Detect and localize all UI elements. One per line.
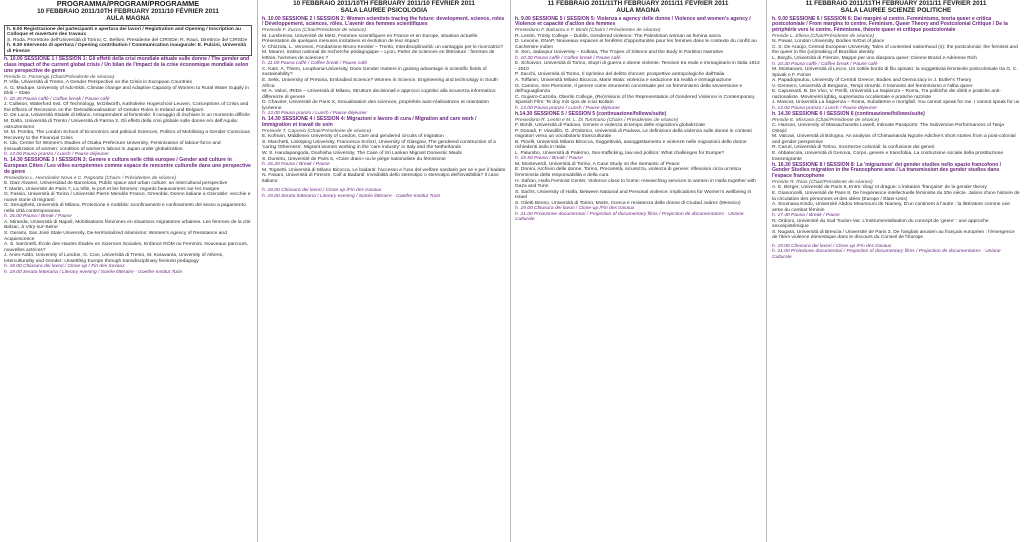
talk-entry: V. Chizzola, L. Veronesi, Fondazione Bruno Kessler – Trento, Interdisciplinarità: un vantaggio per le ricercatrici? bbox=[262, 44, 504, 50]
programme-title: PROGRAMMA/PROGRAM/PROGRAMME bbox=[56, 0, 200, 8]
talk-entry: M. Montanaro, Università di Lecce, Un sottile bordo di filo spinato: la soggettività femminile postcoloniale tra G. C. Spivak e F. Fanon bbox=[772, 67, 1018, 78]
column-feb11-aula-magna bbox=[515, 0, 761, 542]
talk-entry: A. Toffanin, Università Milano Bicocca, Mami Wata: violenza e seduzione tra realtà e immaginazione bbox=[515, 78, 732, 84]
talk-entry: L. Borghi, Università di Firenze, Mappe per uno diaspora queer: Dionne Brand e Adrienne Rich bbox=[772, 56, 977, 62]
column-header bbox=[262, 0, 506, 15]
date-heading: 10 FEBBRAIO 2011/10TH FEBRUARY 2011/10 FÉVRIER 2011 bbox=[293, 0, 475, 7]
talk-entry: J. Anim-Addo, University of London, G. Covi, Università di Trento, M. Karavanta, University of Athens, Interculturality and Gender: Unsettling Europe through transdisciplinary feminist pedagogy bbox=[4, 253, 224, 264]
talk-entry: D. De Luca, Università Statale di Milano, Intraprendere al femminile: il coraggio di rischiare in un momento difficile bbox=[4, 113, 250, 119]
column-header bbox=[772, 0, 1020, 15]
break-line: h. 10.30 Pausa caffè / Coffee break / Pause café bbox=[515, 55, 621, 61]
evening-line: h. 19.00 Serata letteraria / Literary evening / Soirée littéraire - Goethe-Institut Turin bbox=[262, 193, 441, 199]
session-chair: Presiedono R. Lentin e M. L. Di Tommaso (Chairs / Présidentes de séance) bbox=[515, 117, 679, 123]
column-header bbox=[515, 0, 761, 15]
session-chair: Preside R. Raus (Chair/Présidente de séance) bbox=[772, 179, 873, 185]
talk-entry: P. Sacchi, Università di Torino, Il ripristino del delitto d'onore: prospettive antropologiche dall'Italia bbox=[515, 72, 725, 78]
talk-entry: N. Ordioni, Université du Sud Toulon-Var, L'instrumentalisation du concept de 'genre' : une approche sexoépistémique bbox=[772, 218, 989, 230]
talk-entry: C. Hanson, University of Massachusetts Lowell, Intimate Passports: The Subversive Performances of Tanja Ostojić bbox=[772, 123, 1004, 134]
talk-entry: S. Giletti Benso, Università di Torino, Morte, ricerca e resistenza delle donne di Ciudad Juárez (Messico) bbox=[515, 200, 741, 206]
session-title: h. 10.00 SESSIONE 2 / SESSION 2: Women scientists tracing the future: development, science, roles / Développement, sciences, rôles. L'avenir des femmes scientifiques bbox=[262, 15, 505, 28]
session-title: h. 9.00 SESSIONE 6 / SESSION 6: Dai margini al centro. Femminismo, teoria queer e critica postcoloniale / From margins to centre. Feminism, Queer Theory and Postcolonial Critique / De la périphérie vers le centre. Féminisme, théorie queer et critique postcoloniale bbox=[772, 15, 1008, 34]
opening-speakers: S. Roda, Prorettore dell'Università di Torino; C. Belloni, Presidente del CIRSDe; R. Raus, Direttrice del CIRSDe bbox=[7, 37, 248, 43]
talk-entry: A. Soumana Kindo, Université Abdou Moumouni de Niamey, D'un continent à l'autre : la littérature comme une arme du combat féminin bbox=[772, 202, 1011, 213]
talk-entry: E. Kofman, Middlesex University of London, Care and gendered circuits of migration bbox=[262, 134, 444, 140]
opening-registration: h. 9.00 Registrazione dei partecipanti e apertura dei lavori / Registration and Opening / Inscription au Colloque et ouverture des travaux bbox=[7, 26, 241, 38]
talk-entry: E. Donini, Archivio delle donne, Torino, Precarietà, sicurezza, violenza di genere: riflessioni circa un'etica femminista della responsabilità e della cura bbox=[515, 167, 741, 179]
room-heading: SALA LAUREE PSICOLOGIA bbox=[340, 7, 428, 15]
talk-entry: E. Gianoncelli, Université de Paris 8, De l'expérience intellectuelle féministe du 20e siècle. Jalons d'une histoire de la circulation des personnes et des idées (Europe / Etats-Unis) bbox=[772, 190, 1020, 202]
talk-entry: C. S. De Araújo, Central European University, Tales of contested nationhood (s): the postcolonial, the feminist and the queer in the (un)making of Brazilian identity bbox=[772, 44, 1018, 56]
talk-entry: M. Valcavi, Università di Bologna, An analysis of Chimamanda Ngozie Adichie's short stories from a post-colonial and gender perspective bbox=[772, 134, 1016, 145]
session-title: h. 14.30 SESSIONE 3 / SESSION 3: Genere e cultura nelle città europee / Gender and culture in European Cities / Les villes européennes comme espace de rencontre culturelle dans une perspective de genre bbox=[4, 157, 251, 175]
evening-line: h. 19.00 Serata letteraria / Literary evening / Soirée littéraire - Goethe-Institut Turin bbox=[4, 269, 183, 275]
talk-entry: S. Dumitru, Université de Paris 5, «Care drain» ou le piège nationaliste du féminisme bbox=[262, 156, 446, 162]
break-line: h. 10.30 Pausa caffè / Coffee break / Pause café bbox=[772, 61, 878, 67]
talk-entry: W. S. Handapangoda, Doshisha University, The Case of Sri Lankan Migrant Domestic Maids bbox=[262, 151, 462, 157]
talk-entry: A. Papadopoulou, University of Central Greece, Bodies and Democracy in J. Butler's Theory bbox=[772, 78, 972, 84]
talk-entry: N. Puwar, London University, Bodies In/Out of place bbox=[772, 39, 885, 45]
column-feb10-sala-psicologia bbox=[262, 0, 506, 542]
column-divider bbox=[257, 0, 258, 542]
screening-line: h. 21.00 Proiezione documentari / Projection of documentary films / Projection de documentaires - Unione Culturale bbox=[515, 211, 744, 223]
talk-entry: D. Chavrier, Université de Paris X, Sexualisation des sciences, propriétés auto-réalisatrices et orientation lycéenne bbox=[262, 100, 489, 111]
column-feb11-sala-scienze-politiche bbox=[772, 0, 1020, 542]
talk-entry: D. Levoine, ENAP, Nouveaux espaces et fenêtres d'opportunités pour les femmes dans le contexte du conflit au Cachemire indien bbox=[515, 39, 757, 50]
break-line: h. 16.20 Pausa / Break / Pause bbox=[262, 162, 330, 168]
break-line: h. 13.00 Pausa pranzo / Lunch / Pause déjeuner bbox=[4, 152, 109, 158]
break-line: h. 13.00 Pausa pranzo / Lunch / Pause déjeuner bbox=[515, 105, 620, 111]
talk-entry: N. Fasani, Università di Firenze, Colf & Badanti: Invisibilità dello stereotipo o stereotipo dell'invisibilità? Il caso italiano bbox=[262, 173, 499, 184]
date-heading: 11 FEBBRAIO 2011/11TH FEBRUARY 2011/11 FÉVRIER 2011 bbox=[805, 0, 987, 7]
screening-line: h. 21.00 Proiezione documentari / Projection of documentary films / Projection de documentaires - Unione Culturale bbox=[772, 249, 1001, 260]
column-divider bbox=[510, 0, 511, 542]
talk-entry: S. Gerami, San José State University, De-territorialized Islamisms: Women's Agency of Resistance and Acquiescence bbox=[4, 231, 227, 242]
column-feb10-aula-magna bbox=[4, 0, 252, 542]
talk-entry: A. G. Modupe, University of Ado-Ekiti, Climate change and Adaptive Capacity of Women to Rural Water Supply in Ekiti – State bbox=[4, 85, 249, 97]
date-heading: 11 FEBBRAIO 2011/11TH FEBRUARY 2011/11 FÉVRIER 2011 bbox=[547, 0, 729, 7]
talk-entry: M. M. Pomba, The London School of Economics and political Sciences, Politics of Mobilising a Gender Conscious Recovery to the Financial Crisis bbox=[4, 130, 250, 141]
session-chair: Presiedono F. Balsamo e F. Bimbi (Chairs / Présidentes de séance) bbox=[515, 28, 661, 34]
talk-entry: E. Schiavon, Università di Torino, Stupri di guerra e donne violente. Tensioni tra reale e immaginario in Italia 1914 - 2010 bbox=[515, 61, 760, 72]
talk-entry: A. S. Sarcinelli, École des Hautes Études en Sciences Sociales, Enfance ROM ou Femmini. Nouveaux parcours, nouvelles actrices? bbox=[4, 242, 249, 253]
talk-entry: C. Gujarro-Cazorla, Oberlin College, (Re)Visions of the Representation of Gendered Violence in Contemporary Spanish Film: Te doy mis ojos de Icíar Bollaín bbox=[515, 94, 755, 106]
room-heading: AULA MAGNA bbox=[106, 15, 150, 23]
talk-entry: J. Culleton, Waterford Inst. Of Technology, M.Dilworth, Katholieke Hogeschool Leuven, Conceptions of Crisis and the Effects of Recession on the 'Detraditionalisation' of Gender Roles in Ireland and Belgium bbox=[4, 102, 249, 113]
date-heading: 10 FEBBRAIO 2011/10TH FEBRUARY 2011/10 FÉVRIER 2011 bbox=[37, 8, 219, 15]
talk-entry: B. Pinelli, Università Milano Bicocca, Soggettività, assoggettamento e violenze nelle migrazioni delle donne richiedenti asilo in Italia bbox=[515, 139, 747, 151]
talk-entry: M. A. Valori, IRIDe – Università di Milano, Strutture decisionali e approcci cognitivi alla sicurezza informatica: differenze di genere bbox=[262, 89, 497, 100]
closing-line: h. 19.00 Chiusura dei lavori / Close-up /Fin des travaux bbox=[515, 206, 635, 212]
break-line: h. 16.00 Pausa / Break / Pause bbox=[4, 214, 72, 220]
talk-entry: C. Katz, A. Thiem, Leuphana-University, Does Gender matters in gaining advantage in scientific fields of sustainability? bbox=[262, 66, 487, 78]
session-chair: Presiede F. Zucco (Chair/Présidente de séance) bbox=[262, 28, 367, 34]
session-chair: Preside L. Ellena (Chair/Présidente de séance) bbox=[772, 33, 874, 39]
talk-entry: M. Dalto, Università di Trento / Università di Parma 3, Gli effetti della crisi globale sulle donne e/o dell'Aquila: ostruzionismo bbox=[4, 118, 239, 130]
talk-entry: E. Abbatecola, Università di Genova, Corpo, genere e transfobia. La costruzione sociale della prostituzione transmigrante bbox=[772, 151, 1004, 162]
talk-entry: T. Martin, Université de Paris 7, La Ville, le port et les femmes: regards beauvoiriens sur les marges bbox=[4, 186, 220, 192]
session-title: h. 9.00 SESSIONE 5 / SESSION 5: Violenza e agency delle donne / Violence and women's agency / Violence et capacité d'action des femmes bbox=[515, 15, 751, 28]
session-title: h.14.30 SESSIONE 5 / SESSION 5 (continuazione/follows/suite) bbox=[515, 110, 667, 117]
talk-entry: J. Mascat, Università La Sapienza – Roma, Subalterne e morigfall. You cannot speak for me. I cannot speak for us bbox=[772, 100, 1020, 106]
talk-entry: M. Monteverdi, Università di Torino, A Case Study on the Semantic of Peace bbox=[515, 161, 680, 167]
talk-entry: F. Bimbi, Università di Padova, Genere e violenza al tempo delle migrazioni globalizzate bbox=[515, 123, 706, 129]
talk-entry: E. Diaz Álvarez, Universidad de Barcelona, Public space and urban culture: an intercultural perspective bbox=[4, 181, 228, 187]
talk-entry: M. Lumbreras, Université de Metz, Femmes scientifiques en France et en Europe, situation actuelle. Présentation de quelques mesures incitatives et évolution de leur impact bbox=[262, 33, 479, 45]
talk-entry: L. Palumbo, Università di Palermo, Sex-trafficking, law and politics: What challenges for Europe? bbox=[515, 150, 725, 156]
session-title: h. 14.30 SESSIONE 4 / SESSION 4: Migrazioni e lavoro di cura / Migration and care work / Immigration et travail de soin bbox=[262, 116, 477, 129]
session-title: h. 16.30 SESSIONE 8 / SESSION 8: La 'migrazione' dei gender studies nello spazio francofono / Gender Studies migration in the Francophone area / La transmission des gender studies dans l'espace francophone bbox=[772, 161, 1002, 180]
talk-entry: S. Sachs, University of Haifa, Between National and Personal violence: implications for Women's wellbeing in Israel bbox=[515, 189, 752, 201]
column-divider bbox=[766, 0, 767, 542]
column-header bbox=[4, 0, 252, 23]
opening-box bbox=[4, 25, 252, 57]
talk-entry: M. Tognetti, Università di Milano Bicocca, Le badanti: l'accesso e l'uso del welfare sanitario per sé e per il badato bbox=[262, 167, 506, 173]
talk-entry: G. Fassio, Università di Torino / Université Pierre Mendès France, Grenoble, Donne italiane a Grenoble: vecchie e nuove storie di migranti bbox=[4, 192, 251, 203]
talk-entry: A. Miranda, Università di Napoli, Mobilisations féminines en situations migratoires urbaines. Les femmes de la cité Balzac, à Vitry-sur-Seine bbox=[4, 219, 251, 231]
talk-entry: H. Safran, Haifa Feminist Center, Violence close to home: researching services to women in Haifa together with Gaza and Turin bbox=[515, 178, 757, 190]
talk-entry: S. Sen, Jadavpur University – Kolkata, The Tropes of Silence and the Body in Partition Narrative bbox=[515, 50, 724, 56]
break-line: h. 15.50 Pausa / Break / Pause bbox=[515, 156, 583, 162]
talk-entry: P. Donadi, F. Viandillo, G. d'Odorico, Università di Padova, Le definizioni della violenza sulle donne in contesti migratori verso un vocabolario transculturale bbox=[515, 128, 752, 140]
session-chair: Presiedono L. Hernández Nova e C. Pagnotta (Chairs / Présidentes de séance) bbox=[4, 175, 177, 181]
talk-entry: R. Caruri, Università di Torino, Incertezze coloniali: la confusione dei generi bbox=[772, 145, 935, 151]
talk-entry: A. E. Berger, Université de Paris 8, Entre 'drag' et drague: L'imitation 'française' de la gender theory bbox=[772, 185, 987, 191]
closing-line: h. 19.00 Chiusura dei lavori / Close-up /Fin des travaux bbox=[772, 243, 892, 249]
break-line: h. 17.40 Pausa / Break / Pause bbox=[772, 213, 840, 219]
talk-entry: E. Sekk, University of Pretoria, Embodied Science? Women in Science, Engineering and technology in South Africa bbox=[262, 78, 498, 89]
talk-entry: M. Maurel, Institut national de recherche pédagogique – Lyon, Parler de sciences en littérature : femmes de lettres, hommes de sciences ? bbox=[262, 50, 495, 61]
talk-entry: G. Seruighetti, Università di Milano, Protezione e mobilità: sconfinamenti e confinamenti del sesso a pagamento nella città contemporanea bbox=[4, 203, 246, 214]
break-line: h. 13.00 Pausa pranzo / Lunch / Pause déjeuner bbox=[262, 111, 367, 117]
talk-entry: K. Ida, Center for Women's Studies of Osaka Prefecture University, Feminization of labour-force and invisualization of women: condition of women's labour in Japan under globalization bbox=[4, 141, 221, 152]
session-title: h. 14.30 SESSIONE 6 / SESSION 6 (continuazione/follows/suite) bbox=[772, 111, 925, 117]
talk-entry: P. Villa, Università di Trento, A Gender Perspective on the Crisis in European Countries bbox=[4, 80, 192, 86]
break-line: h. 10.45 Pausa caffè / Coffee break / Pause café bbox=[4, 96, 110, 102]
session-chair: Preside E. Missana (Chair/Présidente de séance) bbox=[772, 117, 880, 123]
session-chair: Preside G. Fornengo (Chair/Présidente de séance) bbox=[4, 74, 115, 80]
talk-entry: S. Marchetti, Linköping University, Francesca Scrinzi, University of Glasgow, The gendered construction of a 'caring Otherness'. Migrant women working in the 'care industry' in Italy and the Netherlands bbox=[262, 139, 496, 151]
closing-line: h. 18.00 Chiusura dei lavori / Close-up /Fin des travaux bbox=[262, 188, 382, 194]
room-heading: SALA LAUREE SCIENZE POLITICHE bbox=[840, 7, 952, 15]
closing-line: h. 18.00 Chiusura dei lavori / Close-up / Fin des travaux bbox=[4, 264, 125, 270]
talk-entry: G. Carnino, Ires Piemonte, Il genere come strumento concettuale per un femminismo della sovversione e dell'uguaglianza bbox=[515, 83, 743, 95]
opening-contribution: h. 9.30 Intervento di apertura / Opening contribution / Communication inaugurale: E. Pulcini, Università di Firenze bbox=[7, 43, 247, 54]
session-title: h. 10.00 SESSIONE 1 / SESSION 1: Gli effetti della crisi mondiale attuale sulle donne / The gender and class impact of the current global crisis / Un bilan de l'impact de la crise économique mondiale selon une perspective de genre bbox=[4, 56, 250, 74]
talk-entry: R. Lentin, Trinity College – Dublin, Gendered violence: The Palestinian woman as femina sacra bbox=[515, 33, 721, 39]
room-heading: AULA MAGNA bbox=[616, 7, 660, 15]
talk-entry: E. Capussotti, B. De Vivo, V. Perilli, Università La Sapienza – Roma, Tra politiche dei diritti e pratiche anti-nazionaliste. Movimenti lgbtiq, supremazia occidentale e pratiche razziste bbox=[772, 89, 1001, 100]
break-line: h. 11.00 Pausa caffè / Coffee break / Pause café bbox=[262, 61, 368, 67]
talk-entry: S. Nugara, Università di Brescia / Université de Paris 3, De l'anglais anusien au français européen : l'émergence de l'item violence domestique dans le discours du Conseil de l'Europe bbox=[772, 229, 1015, 241]
session-chair: Presiede T. Caponio (Chair/Présidente de séance) bbox=[262, 128, 372, 134]
break-line: h. 13.00 Pausa pranzo / Lunch / Pause déjeuner bbox=[772, 105, 877, 111]
talk-entry: V. Gennero, Università di Bergamo, Tempi strambi. Il tramonto del femminismo e l'alba queer bbox=[772, 83, 973, 89]
